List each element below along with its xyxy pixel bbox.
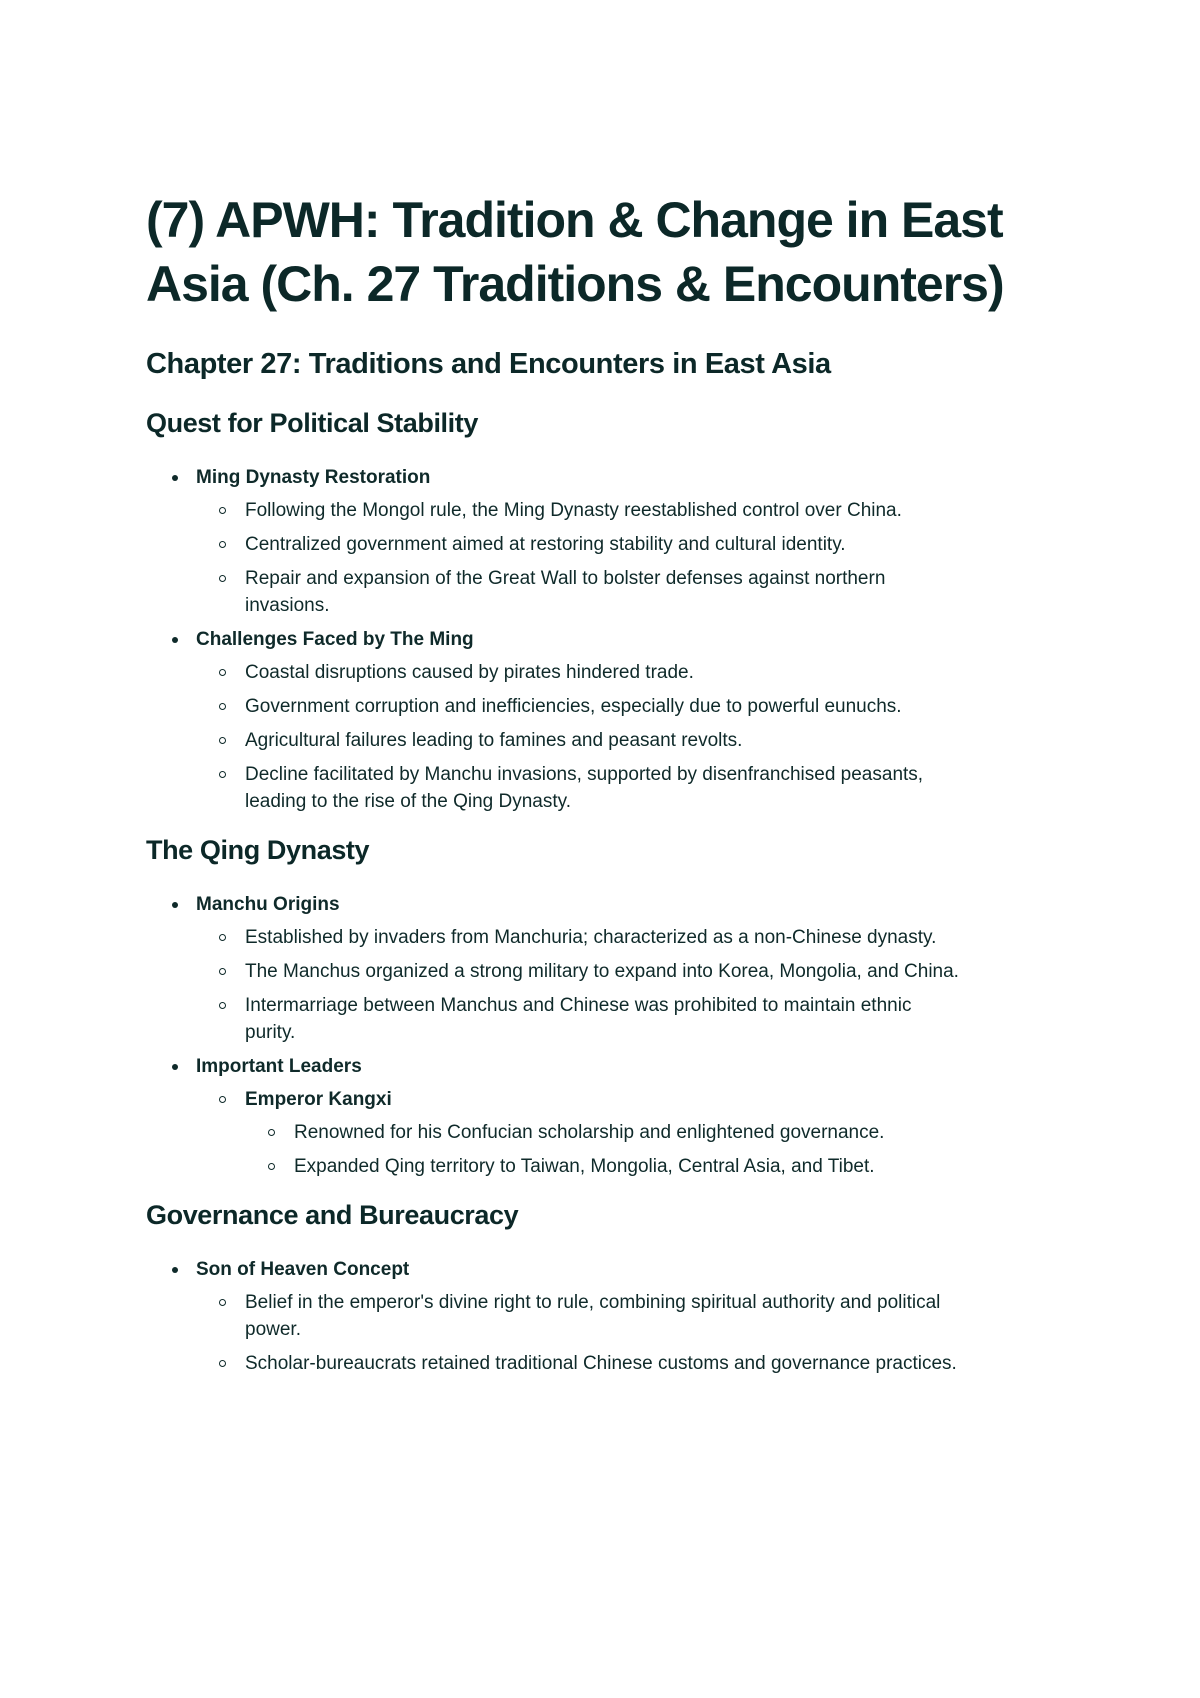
list-item: Scholar-bureaucrats retained traditional Chinese customs and governance practices.	[196, 1350, 965, 1377]
list-item	[146, 891, 1026, 1046]
list-item: Coastal disruptions caused by pirates hindered trade.	[196, 659, 965, 686]
section-heading-qing-dynasty: The Qing Dynasty	[146, 835, 370, 865]
list-item	[146, 626, 1026, 815]
list-item	[196, 1086, 965, 1180]
list-item: Centralized government aimed at restoring stability and cultural identity.	[196, 531, 965, 558]
list-item	[146, 1053, 1026, 1180]
list-item: Renowned for his Confucian scholarship and enlightened governance.	[245, 1119, 914, 1146]
bullet-list	[146, 464, 1026, 815]
list-item: The Manchus organized a strong military to expand into Korea, Mongolia, and China.	[196, 958, 965, 985]
page-title: (7) APWH: Tradition & Change in East Asia (Ch. 27 Traditions & Encounters)	[146, 192, 1004, 312]
topic-label: Son of Heaven Concept	[196, 1259, 410, 1280]
section-heading-political-stability: Quest for Political Stability	[146, 408, 478, 438]
sub-bullet-list	[196, 497, 1026, 619]
list-item	[146, 1256, 1026, 1377]
sub-bullet-list	[196, 924, 1026, 1046]
topic-label: Manchu Origins	[196, 894, 340, 915]
sub-bullet-list	[196, 1289, 1026, 1377]
list-item	[146, 464, 1026, 619]
list-item: Intermarriage between Manchus and Chinese was prohibited to maintain ethnic purity.	[196, 992, 965, 1046]
topic-label: Important Leaders	[196, 1056, 362, 1077]
list-item: Expanded Qing territory to Taiwan, Mongolia, Central Asia, and Tibet.	[245, 1153, 914, 1180]
bullet-list	[146, 1256, 1026, 1377]
list-item: Following the Mongol rule, the Ming Dynasty reestablished control over China.	[196, 497, 965, 524]
sub-bullet-list	[196, 1086, 1026, 1180]
list-item: Belief in the emperor's divine right to rule, combining spiritual authority and political power.	[196, 1289, 965, 1343]
list-item: Decline facilitated by Manchu invasions, supported by disenfranchised peasants, leading to the rise of the Qing Dynasty.	[196, 761, 965, 815]
sub-sub-bullet-list	[245, 1119, 965, 1180]
document-page	[146, 188, 1026, 1389]
topic-label: Ming Dynasty Restoration	[196, 467, 431, 488]
bullet-list	[146, 891, 1026, 1180]
section-heading-governance: Governance and Bureaucracy	[146, 1200, 519, 1230]
sub-bullet-list	[196, 659, 1026, 815]
subtopic-label: Emperor Kangxi	[245, 1089, 392, 1110]
list-item: Repair and expansion of the Great Wall to bolster defenses against northern invasions.	[196, 565, 965, 619]
list-item: Government corruption and inefficiencies, especially due to powerful eunuchs.	[196, 693, 965, 720]
chapter-heading: Chapter 27: Traditions and Encounters in East Asia	[146, 348, 831, 380]
list-item: Established by invaders from Manchuria; characterized as a non-Chinese dynasty.	[196, 924, 965, 951]
list-item: Agricultural failures leading to famines and peasant revolts.	[196, 727, 965, 754]
topic-label: Challenges Faced by The Ming	[196, 629, 474, 650]
